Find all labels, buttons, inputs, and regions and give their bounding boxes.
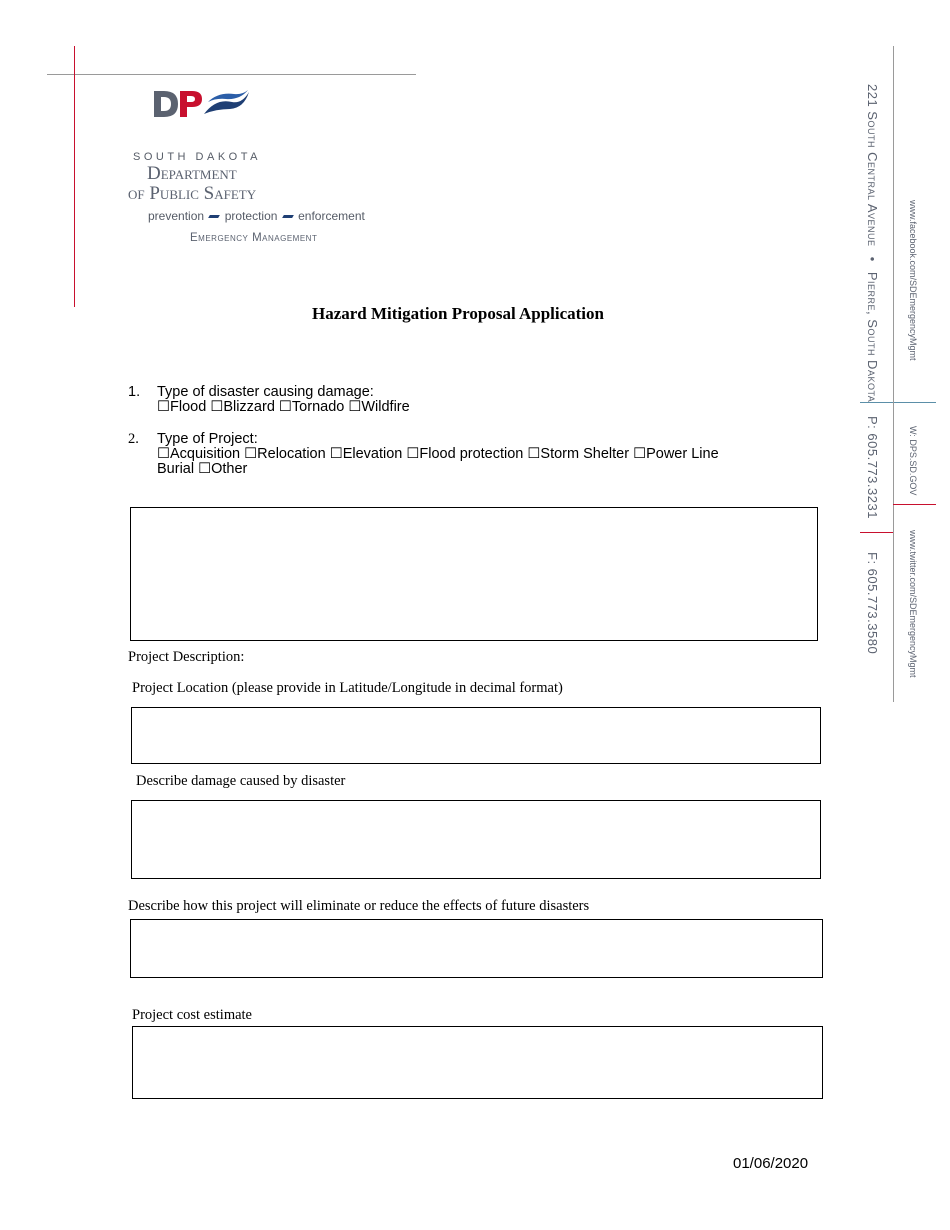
question-2-options-line-2 [157, 462, 828, 477]
checkbox-icon[interactable]: ☐ [406, 446, 420, 462]
address-city: Pierre, South Dakota [865, 271, 880, 403]
cost-estimate-label: Project cost estimate [132, 1007, 252, 1023]
department-line-2: of Public Safety [128, 183, 257, 204]
address-street: 221 South Central Avenue [865, 84, 880, 247]
project-location-label: Project Location (please provide in Latitude/Longitude in decimal format) [132, 680, 563, 696]
question-1-label: Type of disaster causing damage: [157, 384, 374, 400]
dps-logo [154, 88, 250, 120]
question-1-number: 1. [128, 384, 141, 400]
sidebar-rule-3 [893, 532, 894, 702]
checkbox-icon[interactable]: ☐ [198, 461, 212, 477]
bullet-icon: • [865, 256, 880, 262]
checkbox-other[interactable] [198, 461, 247, 477]
checkbox-icon[interactable]: ☐ [244, 446, 258, 462]
checkbox-relocation[interactable] [244, 446, 326, 462]
checkbox-icon[interactable]: ☐ [157, 446, 170, 462]
sidebar-divider-2 [893, 504, 936, 505]
fax-number: F: 605.773.3580 [865, 552, 880, 655]
project-description-field[interactable] [130, 507, 818, 641]
checkbox-wildfire[interactable] [348, 399, 409, 415]
division-name: Emergency Management [190, 232, 318, 244]
project-description-label: Project Description: [128, 649, 245, 665]
option-label: Relocation [257, 446, 326, 462]
dps-logo-graphic [154, 88, 250, 120]
page-title: Hazard Mitigation Proposal Application [311, 304, 604, 323]
checkbox-blizzard[interactable] [210, 399, 275, 415]
reduce-effects-label: Describe how this project will eliminate or reduce the effects of future disasters [128, 898, 590, 914]
question-2-label: Type of Project: [157, 431, 258, 447]
checkbox-power-line-burial[interactable] [633, 446, 719, 462]
tagline-protection: protection [224, 209, 278, 223]
checkbox-acquisition[interactable] [157, 446, 240, 462]
twitter-link[interactable]: www.twitter.com/SDEmergencyMgmt [908, 530, 918, 678]
option-label: Storm Shelter [540, 446, 630, 462]
state-name: SOUTH DAKOTA [133, 151, 261, 163]
letterhead-top-rule [47, 74, 416, 75]
tagline-enforcement: enforcement [298, 209, 365, 223]
option-label: Other [211, 461, 248, 477]
checkbox-storm-shelter[interactable] [527, 446, 629, 462]
option-label: Elevation [342, 446, 403, 462]
option-label: Flood [170, 399, 207, 415]
letterhead-left-rule [74, 46, 75, 307]
checkbox-icon[interactable]: ☐ [278, 399, 292, 415]
checkbox-icon[interactable]: ☐ [633, 446, 647, 462]
checkbox-icon[interactable]: ☐ [157, 399, 170, 415]
option-label: Blizzard [223, 399, 275, 415]
checkbox-icon[interactable]: ☐ [348, 399, 362, 415]
facebook-link[interactable]: www.facebook.com/SDEmergencyMgmt [908, 200, 918, 361]
cost-estimate-field[interactable] [132, 1026, 823, 1099]
phone-number: P: 605.773.3231 [865, 416, 880, 519]
sidebar-rule-2 [893, 402, 894, 532]
damage-field[interactable] [131, 800, 821, 879]
document-date: 01/06/2020 [733, 1155, 809, 1172]
checkbox-icon[interactable]: ☐ [527, 446, 541, 462]
option-label: Wildfire [361, 399, 410, 415]
website-link[interactable]: W: DPS.SD.GOV [908, 426, 918, 496]
checkbox-icon[interactable]: ☐ [329, 446, 343, 462]
question-2 [128, 432, 828, 477]
option-label: Tornado [291, 399, 345, 415]
checkbox-icon[interactable]: ☐ [210, 399, 224, 415]
address [865, 84, 880, 402]
option-label: Flood protection [419, 446, 524, 462]
tagline-prevention: prevention [148, 209, 205, 223]
question-1 [128, 385, 828, 415]
sidebar-rule-1 [893, 46, 894, 402]
option-label: Burial [157, 461, 195, 477]
department-line-1: Department [147, 163, 237, 184]
question-2-options [157, 447, 828, 462]
sidebar-divider-3 [860, 532, 893, 533]
tagline [148, 209, 365, 223]
damage-label: Describe damage caused by disaster [136, 773, 346, 789]
logo-alt-text [250, 88, 251, 89]
checkbox-elevation[interactable] [330, 446, 403, 462]
question-2-number: 2. [128, 431, 139, 447]
checkbox-flood[interactable] [157, 399, 206, 415]
reduce-effects-field[interactable] [130, 919, 823, 978]
checkbox-flood-protection[interactable] [406, 446, 523, 462]
option-label: Acquisition [170, 446, 241, 462]
tagline-separator-icon [282, 215, 294, 218]
project-location-field[interactable] [131, 707, 821, 764]
option-label: Power Line [646, 446, 719, 462]
question-1-options [157, 400, 828, 415]
tagline-separator-icon [209, 215, 221, 218]
checkbox-tornado[interactable] [279, 399, 344, 415]
